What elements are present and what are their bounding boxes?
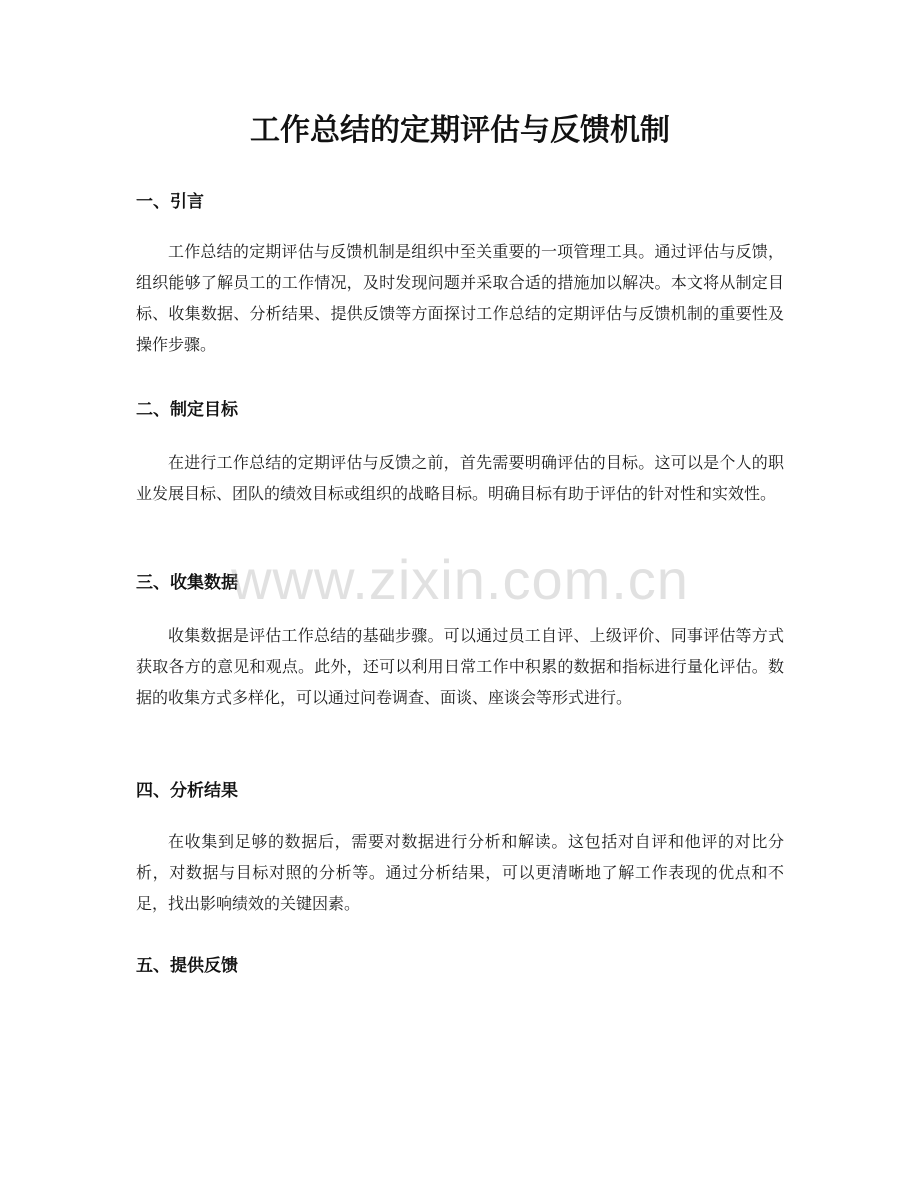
section-heading-collect-data: 三、收集数据 — [136, 573, 238, 593]
section-heading-introduction: 一、引言 — [136, 192, 204, 212]
watermark: www.zixin.com.cn — [231, 548, 689, 611]
section-paragraph-introduction: 工作总结的定期评估与反馈机制是组织中至关重要的一项管理工具。通过评估与反馈，组织能够了解员工的工作情况，及时发现问题并采取合适的措施加以解决。本文将从制定目标、收集数据、分析结果、提供反馈等方面探讨工作总结的定期评估与反馈机制的重要性及操作步骤。 — [136, 242, 784, 354]
section-paragraph-collect-data: 收集数据是评估工作总结的基础步骤。可以通过员工自评、上级评价、同事评估等方式获取各方的意见和观点。此外，还可以利用日常工作中积累的数据和指标进行量化评估。数据的收集方式多样化，可以通过问卷调查、面谈、座谈会等形式进行。 — [136, 626, 784, 707]
page-title: 工作总结的定期评估与反馈机制 — [250, 113, 670, 148]
section-heading-provide-feedback: 五、提供反馈 — [136, 956, 238, 976]
section-paragraph-set-goals: 在进行工作总结的定期评估与反馈之前，首先需要明确评估的目标。这可以是个人的职业发展目标、团队的绩效目标或组织的战略目标。明确目标有助于评估的针对性和实效性。 — [136, 453, 784, 503]
section-paragraph-analyze-results: 在收集到足够的数据后，需要对数据进行分析和解读。这包括对自评和他评的对比分析，对数据与目标对照的分析等。通过分析结果，可以更清晰地了解工作表现的优点和不足，找出影响绩效的关键因素。 — [136, 832, 784, 913]
section-heading-set-goals: 二、制定目标 — [136, 400, 238, 420]
section-heading-analyze-results: 四、分析结果 — [136, 781, 238, 801]
